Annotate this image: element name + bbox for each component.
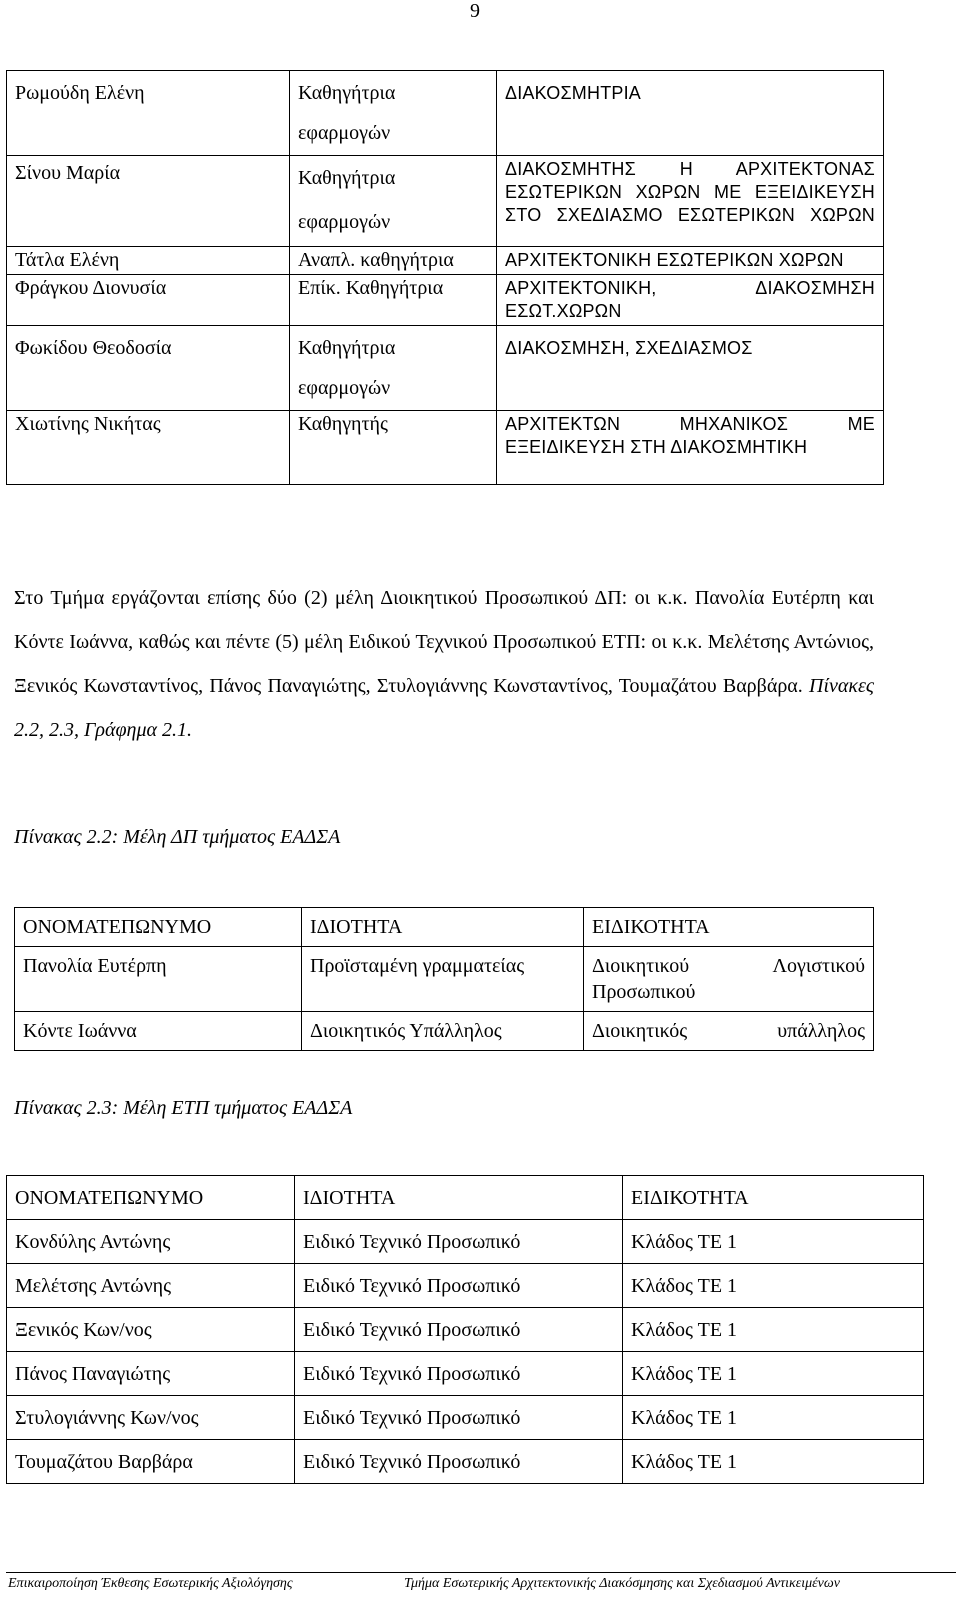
- table-row: [7, 1440, 924, 1484]
- name-cell: Τάτλα Ελένη: [7, 247, 290, 275]
- table-row: [7, 1396, 924, 1440]
- table-row: [7, 156, 884, 247]
- table-header-row: [7, 1176, 924, 1220]
- table-cell: Κλάδος ΤΕ 1: [623, 1264, 924, 1308]
- name-cell: Φωκίδου Θεοδοσία: [7, 326, 290, 411]
- page-number: 9: [470, 0, 480, 22]
- specialty-cell: ΑΡΧΙΤΕΚΤΟΝΙΚΗ ΕΣΩΤΕΡΙΚΩΝ ΧΩΡΩΝ: [497, 247, 884, 275]
- table-cell: Ειδικό Τεχνικό Προσωπικό: [295, 1352, 623, 1396]
- table-cell: Τουμαζάτου Βαρβάρα: [7, 1440, 295, 1484]
- table-3-caption: Πίνακας 2.3: Μέλη ΕΤΠ τμήματος ΕΑΔΣΑ: [14, 1097, 353, 1119]
- name-cell: Φράγκου Διονυσία: [7, 275, 290, 326]
- table-cell: Κλάδος ΤΕ 1: [623, 1440, 924, 1484]
- table-cell: Κόντε Ιωάννα: [15, 1012, 302, 1051]
- table-cell: Διοικητικού Λογιστικού Προσωπικού: [584, 947, 874, 1012]
- table-row: [7, 1220, 924, 1264]
- header-cell: ΟΝΟΜΑΤΕΠΩΝΥΜΟ: [15, 908, 302, 947]
- footer-left: Επικαιροποίηση Έκθεσης Εσωτερικής Αξιολόγησης: [8, 1576, 293, 1591]
- name-cell: Σίνου Μαρία: [7, 156, 290, 247]
- table-cell: Προϊσταμένη γραμματείας: [302, 947, 584, 1012]
- table-header-row: [15, 908, 874, 947]
- title-cell: [290, 71, 497, 156]
- specialty-cell: ΑΡΧΙΤΕΚΤΟΝΙΚΗ, ΔΙΑΚΟΣΜΗΣΗ ΕΣΩΤ.ΧΩΡΩΝ: [497, 275, 884, 326]
- table-cell: Κλάδος ΤΕ 1: [623, 1308, 924, 1352]
- table-cell: Ειδικό Τεχνικό Προσωπικό: [295, 1396, 623, 1440]
- table-row: [7, 247, 884, 275]
- table-cell: Διοικητικός Υπάλληλος: [302, 1012, 584, 1051]
- title-line: Καθηγήτρια: [298, 337, 396, 359]
- header-cell: ΟΝΟΜΑΤΕΠΩΝΥΜΟ: [7, 1176, 295, 1220]
- title-cell: Καθηγητής: [290, 411, 497, 485]
- paragraph-text: Στο Τμήμα εργάζονται επίσης δύο (2) μέλη Διοικητικού Προσωπικού ΔΠ: οι κ.κ. Πανολία Ευτέρπη και Κόντε Ιωάννα, καθώς και πέντε (5) μέλη Ειδικού Τεχνικού Προσωπικού ΕΤΠ: οι κ.κ. Μελέτσης Αντώνιος, Ξενικός Κωνσταντίνος, Πάνος Παναγιώτης, Στυλογιάννης Κωνσταντίνος, Τουμαζάτου Βαρβάρα.: [14, 587, 874, 697]
- table-row: [7, 275, 884, 326]
- header-cell: ΕΙΔΙΚΟΤΗΤΑ: [584, 908, 874, 947]
- name-cell: Χιωτίνης Νικήτας: [7, 411, 290, 485]
- table-cell: Διοικητικός υπάλληλος: [584, 1012, 874, 1051]
- title-line: εφαρμογών: [298, 211, 391, 233]
- table-cell: Ξενικός Κων/νος: [7, 1308, 295, 1352]
- name-cell: Ρωμούδη Ελένη: [7, 71, 290, 156]
- specialty-cell: ΔΙΑΚΟΣΜΗΤΡΙΑ: [497, 71, 884, 156]
- technical-staff-table: [6, 1175, 924, 1484]
- table-row: [7, 1308, 924, 1352]
- header-cell: ΙΔΙΟΤΗΤΑ: [295, 1176, 623, 1220]
- footer-divider: [6, 1572, 956, 1573]
- paragraph-reference: Πίνακες 2.2, 2.3, Γράφημα 2.1.: [14, 675, 874, 741]
- title-cell: [290, 156, 497, 247]
- table-cell: Κονδύλης Αντώνης: [7, 1220, 295, 1264]
- table-cell: Πανολία Ευτέρπη: [15, 947, 302, 1012]
- table-cell: Ειδικό Τεχνικό Προσωπικό: [295, 1264, 623, 1308]
- table-2-caption: Πίνακας 2.2: Μέλη ΔΠ τμήματος ΕΑΔΣΑ: [14, 826, 341, 848]
- title-line: Καθηγήτρια: [298, 167, 396, 189]
- table-cell: Κλάδος ΤΕ 1: [623, 1220, 924, 1264]
- table-cell: Ειδικό Τεχνικό Προσωπικό: [295, 1440, 623, 1484]
- specialty-cell: ΔΙΑΚΟΣΜΗΤΗΣ Η ΑΡΧΙΤΕΚΤΟΝΑΣ ΕΣΩΤΕΡΙΚΩΝ ΧΩΡΩΝ ΜΕ ΕΞΕΙΔΙΚΕΥΣΗ ΣΤΟ ΣΧΕΔΙΑΣΜΟ ΕΣΩΤΕΡΙΚΩΝ ΧΩΡΩΝ: [497, 156, 884, 247]
- header-cell: ΕΙΔΙΚΟΤΗΤΑ: [623, 1176, 924, 1220]
- table-cell: Κλάδος ΤΕ 1: [623, 1396, 924, 1440]
- title-line: εφαρμογών: [298, 122, 391, 144]
- admin-staff-table: [14, 907, 874, 1051]
- table-cell: Μελέτσης Αντώνης: [7, 1264, 295, 1308]
- table-row: [15, 947, 874, 1012]
- title-cell: Αναπλ. καθηγήτρια: [290, 247, 497, 275]
- specialty-cell: ΑΡΧΙΤΕΚΤΩΝ ΜΗΧΑΝΙΚΟΣ ΜΕ ΕΞΕΙΔΙΚΕΥΣΗ ΣΤΗ ΔΙΑΚΟΣΜΗΤΙΚΗ: [497, 411, 884, 485]
- table-row: [7, 1264, 924, 1308]
- staff-paragraph: [14, 576, 874, 752]
- title-line: Καθηγήτρια: [298, 82, 396, 104]
- title-cell: [290, 326, 497, 411]
- table-cell: Ειδικό Τεχνικό Προσωπικό: [295, 1220, 623, 1264]
- specialty-cell: ΔΙΑΚΟΣΜΗΣΗ, ΣΧΕΔΙΑΣΜΟΣ: [497, 326, 884, 411]
- footer-right: Τμήμα Εσωτερικής Αρχιτεκτονικής Διακόσμησης και Σχεδιασμού Αντικειμένων: [404, 1576, 840, 1591]
- title-line: εφαρμογών: [298, 377, 391, 399]
- table-row: [7, 326, 884, 411]
- table-row: [7, 411, 884, 485]
- table-cell: Στυλογιάννης Κων/νος: [7, 1396, 295, 1440]
- staff-table: [6, 70, 884, 485]
- table-row: [7, 71, 884, 156]
- title-cell: Επίκ. Καθηγήτρια: [290, 275, 497, 326]
- table-cell: Πάνος Παναγιώτης: [7, 1352, 295, 1396]
- table-cell: Κλάδος ΤΕ 1: [623, 1352, 924, 1396]
- header-cell: ΙΔΙΟΤΗΤΑ: [302, 908, 584, 947]
- table-row: [7, 1352, 924, 1396]
- table-row: [15, 1012, 874, 1051]
- table-cell: Ειδικό Τεχνικό Προσωπικό: [295, 1308, 623, 1352]
